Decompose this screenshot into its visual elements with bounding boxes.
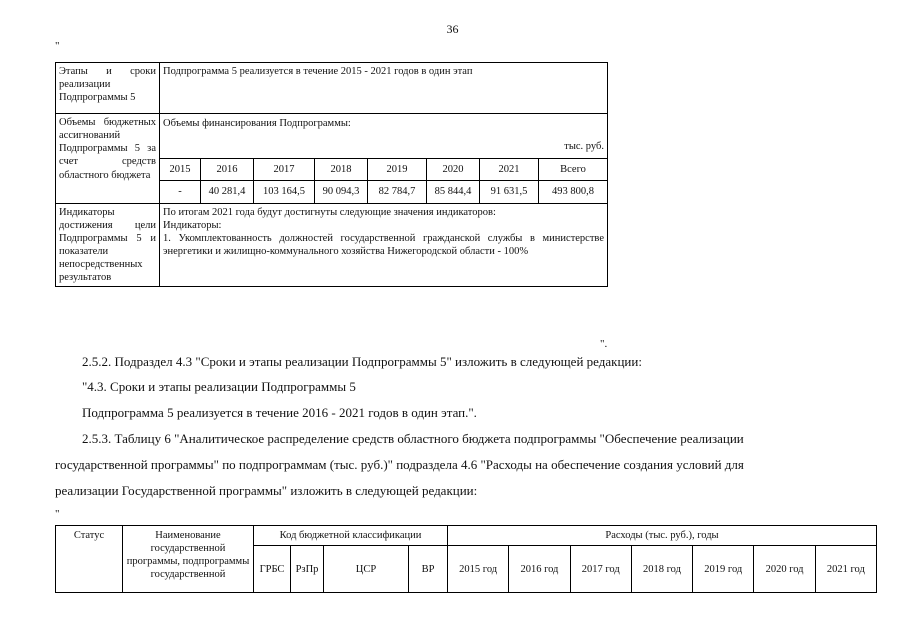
year-cell: 2018	[315, 159, 368, 181]
table-row	[56, 63, 608, 114]
year-cell: 2016 год	[509, 546, 570, 593]
year-cell: 2016	[201, 159, 254, 181]
code-cell: ЦСР	[324, 546, 409, 593]
year-cell: 2017 год	[570, 546, 631, 593]
row-text-stages: Подпрограмма 5 реализуется в течение 2015 - 2021 годов в один этап	[160, 63, 608, 114]
value-cell: 103 164,5	[254, 181, 315, 203]
expenses-table	[55, 525, 877, 593]
paragraph: Подпрограмма 5 реализуется в течение 2016 - 2021 годов в один этап.".	[82, 405, 477, 420]
year-cell: 2020 год	[754, 546, 815, 593]
year-cell: 2019	[368, 159, 427, 181]
header-status: Статус	[56, 526, 123, 593]
indicators-line: 1. Укомплектованность должностей государственной гражданской службы в министерстве энергетики и жилищно-коммунального хозяйства Нижегородской области - 100%	[163, 232, 604, 257]
paragraph: "4.3. Сроки и этапы реализации Подпрограммы 5	[82, 379, 356, 394]
year-cell: 2015 год	[448, 546, 509, 593]
table-row	[56, 526, 877, 546]
row-label-indicators: Индикаторы достижения цели Подпрограммы 5 и показатели непосредственных результатов	[56, 203, 160, 287]
row-label-stages: Этапы и сроки реализации Подпрограммы 5	[56, 63, 160, 114]
open-quote: "	[55, 508, 60, 520]
table-row	[160, 159, 608, 181]
value-cell: 40 281,4	[201, 181, 254, 203]
year-cell: 2017	[254, 159, 315, 181]
indicators-line: Индикаторы:	[163, 219, 222, 231]
row-label-budget: Объемы бюджетных ассигнований Подпрограммы 5 за счет средств областного бюджета	[56, 114, 160, 204]
year-cell: 2018 год	[631, 546, 692, 593]
open-quote: "	[55, 40, 60, 52]
paragraph: 2.5.2. Подраздел 4.3 "Сроки и этапы реализации Подпрограммы 5" изложить в следующей редакции:	[82, 354, 642, 369]
year-cell: 2021 год	[815, 546, 876, 593]
header-expenses: Расходы (тыс. руб.), годы	[448, 526, 877, 546]
year-cell: 2019 год	[693, 546, 754, 593]
code-cell: ГРБС	[254, 546, 291, 593]
paragraph: 2.5.3. Таблицу 6 "Аналитическое распределение средств областного бюджета подпрограммы "Обеспечение реализации	[82, 431, 744, 446]
budget-unit: тыс. руб.	[564, 141, 604, 153]
indicators-line: По итогам 2021 года будут достигнуты следующие значения индикаторов:	[163, 206, 496, 218]
code-cell: РзПр	[291, 546, 324, 593]
paragraph: реализации Государственной программы" изложить в следующей редакции:	[55, 483, 478, 498]
value-cell: 90 094,3	[315, 181, 368, 203]
header-code: Код бюджетной классификации	[254, 526, 448, 546]
year-cell: Всего	[539, 159, 608, 181]
value-cell: -	[160, 181, 201, 203]
page-number: 36	[446, 22, 459, 36]
year-cell: 2021	[480, 159, 539, 181]
code-cell: ВР	[409, 546, 448, 593]
indicators-cell	[160, 203, 608, 287]
value-cell: 85 844,4	[427, 181, 480, 203]
value-cell: 493 800,8	[539, 181, 608, 203]
header-name: Наименование государственной программы, подпрограммы государственной	[123, 526, 254, 593]
value-cell: 82 784,7	[368, 181, 427, 203]
close-quote: ".	[600, 338, 608, 350]
paragraph: государственной программы" по подпрограммам (тыс. руб.)" подраздела 4.6 "Расходы на обеспечение создания условий для	[55, 457, 744, 472]
year-cell: 2020	[427, 159, 480, 181]
budget-title: Объемы финансирования Подпрограммы:	[163, 118, 351, 129]
subprogram-passport-table	[55, 62, 608, 287]
budget-cell	[160, 114, 608, 204]
table-row	[160, 181, 608, 203]
table-row	[56, 114, 608, 204]
value-cell: 91 631,5	[480, 181, 539, 203]
budget-years-table	[159, 158, 608, 203]
table-row	[56, 203, 608, 287]
year-cell: 2015	[160, 159, 201, 181]
